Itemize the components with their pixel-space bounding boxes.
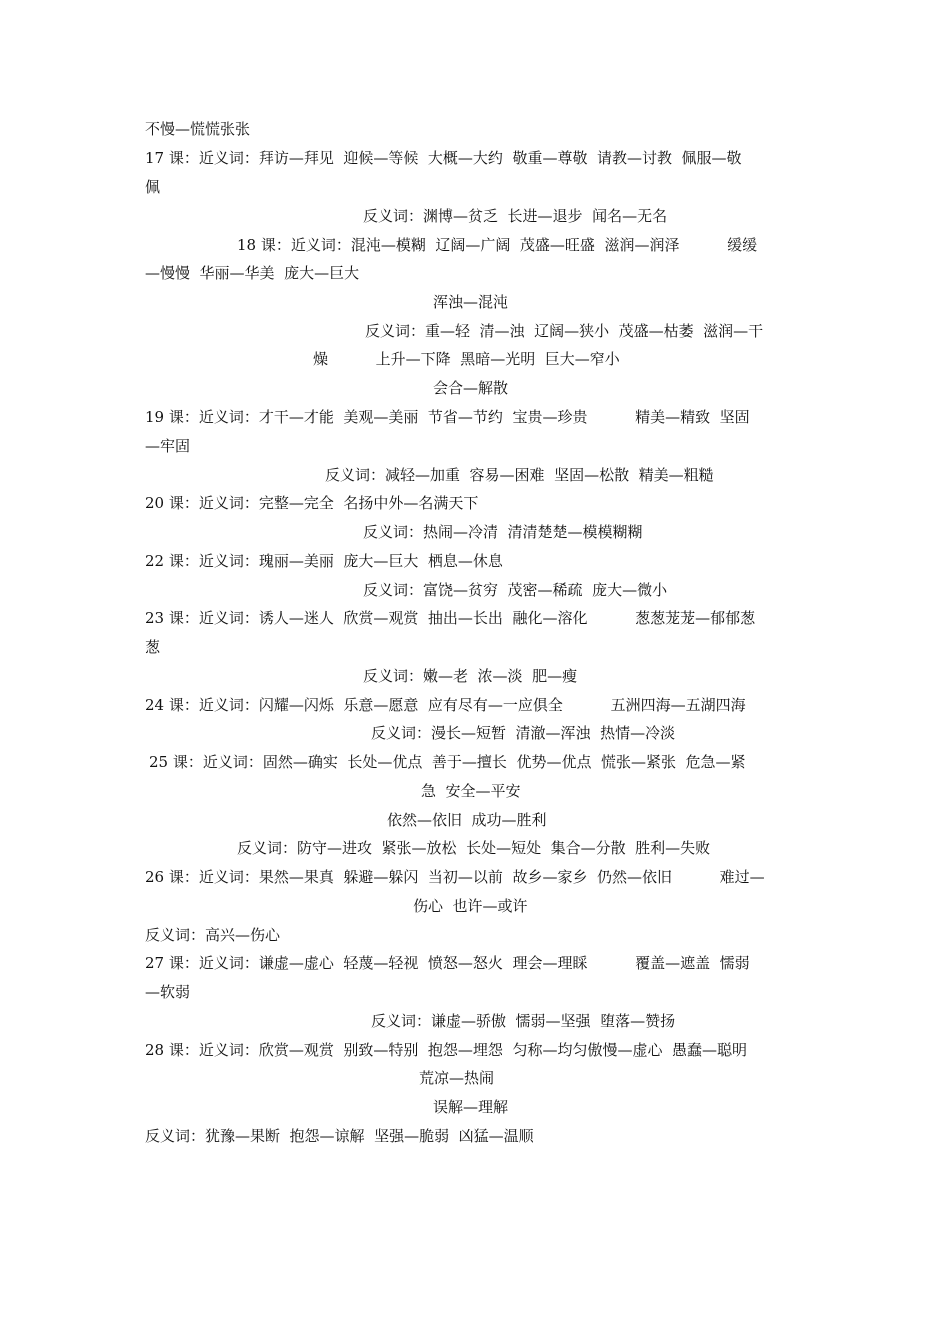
text-line: 误解—理解 <box>433 1098 509 1116</box>
text-line: 反义词：富饶—贫穷 茂密—稀疏 庞大—微小 <box>363 581 668 599</box>
text-line: 反义词：渊博—贫乏 长进—退步 闻名—无名 <box>363 207 668 225</box>
text-line: 反义词：防守—进攻 紧张—放松 长处—短处 集合—分散 胜利—失败 <box>237 839 711 857</box>
text-line: 18 课：近义词：混沌—模糊 辽阔—广阔 茂盛—旺盛 滋润—润泽 缓缓 <box>237 236 758 254</box>
text-line: 佩 <box>145 178 161 196</box>
text-line: 不慢—慌慌张张 <box>145 120 251 138</box>
text-line: 19 课：近义词：才干—才能 美观—美丽 节省—节约 宝贵—珍贵 精美—精致 坚固 <box>145 408 750 426</box>
text-line: —软弱 <box>145 983 191 1001</box>
text-line: 反义词：漫长—短暂 清澈—浑浊 热情—冷淡 <box>371 724 676 742</box>
text-line: 17 课：近义词：拜访—拜见 迎候—等候 大概—大约 敬重—尊敬 请教—讨教 佩服—敬 <box>145 149 742 167</box>
text-line: 伤心 也许—或许 <box>413 897 528 915</box>
text-line: 28 课：近义词：欣赏—观赏 别致—特别 抱怨—埋怨 匀称—均匀傲慢—虚心 愚蠢—聪明 <box>145 1041 748 1059</box>
text-line: 会合—解散 <box>433 379 509 397</box>
text-line: 荒凉—热闹 <box>419 1069 495 1087</box>
text-line: 浑浊—混沌 <box>433 293 509 311</box>
text-line: 反义词：重—轻 清—浊 辽阔—狭小 茂盛—枯萎 滋润—干 <box>365 322 764 340</box>
text-line: 依然—依旧 成功—胜利 <box>387 811 547 829</box>
text-line: 20 课：近义词：完整—完全 名扬中外—名满天下 <box>145 494 479 512</box>
text-line: 葱 <box>145 638 161 656</box>
text-line: 反义词：嫩—老 浓—淡 肥—瘦 <box>363 667 578 685</box>
text-line: 燥 上升—下降 黑暗—光明 巨大—窄小 <box>313 350 620 368</box>
text-line: 25 课：近义词：固然—确实 长处—优点 善于—擅长 优势—优点 慌张—紧张 危急—紧 <box>149 753 746 771</box>
text-line: 反义词：谦虚—骄傲 懦弱—坚强 堕落—赞扬 <box>371 1012 676 1030</box>
text-line: 26 课：近义词：果然—果真 躲避—躲闪 当初—以前 故乡—家乡 仍然—依旧 难过— <box>145 868 765 886</box>
text-line: 27 课：近义词：谦虚—虚心 轻蔑—轻视 愤怒—怒火 理会—理睬 覆盖—遮盖 懦弱 <box>145 954 750 972</box>
text-line: 24 课：近义词：闪耀—闪烁 乐意—愿意 应有尽有—一应俱全 五洲四海—五湖四海 <box>145 696 746 714</box>
text-line: 急 安全—平安 <box>421 782 521 800</box>
text-line: 反义词：犹豫—果断 抱怨—谅解 坚强—脆弱 凶猛—温顺 <box>145 1127 534 1145</box>
text-line: 反义词：减轻—加重 容易—困难 坚固—松散 精美—粗糙 <box>325 466 714 484</box>
text-line: —牢固 <box>145 437 191 455</box>
text-line: 反义词：热闹—冷清 清清楚楚—模模糊糊 <box>363 523 643 541</box>
text-line: 23 课：近义词：诱人—迷人 欣赏—观赏 抽出—长出 融化—溶化 葱葱茏茏—郁郁葱 <box>145 609 756 627</box>
text-line: 反义词：高兴—伤心 <box>145 926 281 944</box>
text-line: —慢慢 华丽—华美 庞大—巨大 <box>145 264 360 282</box>
text-line: 22 课：近义词：瑰丽—美丽 庞大—巨大 栖息—休息 <box>145 552 503 570</box>
